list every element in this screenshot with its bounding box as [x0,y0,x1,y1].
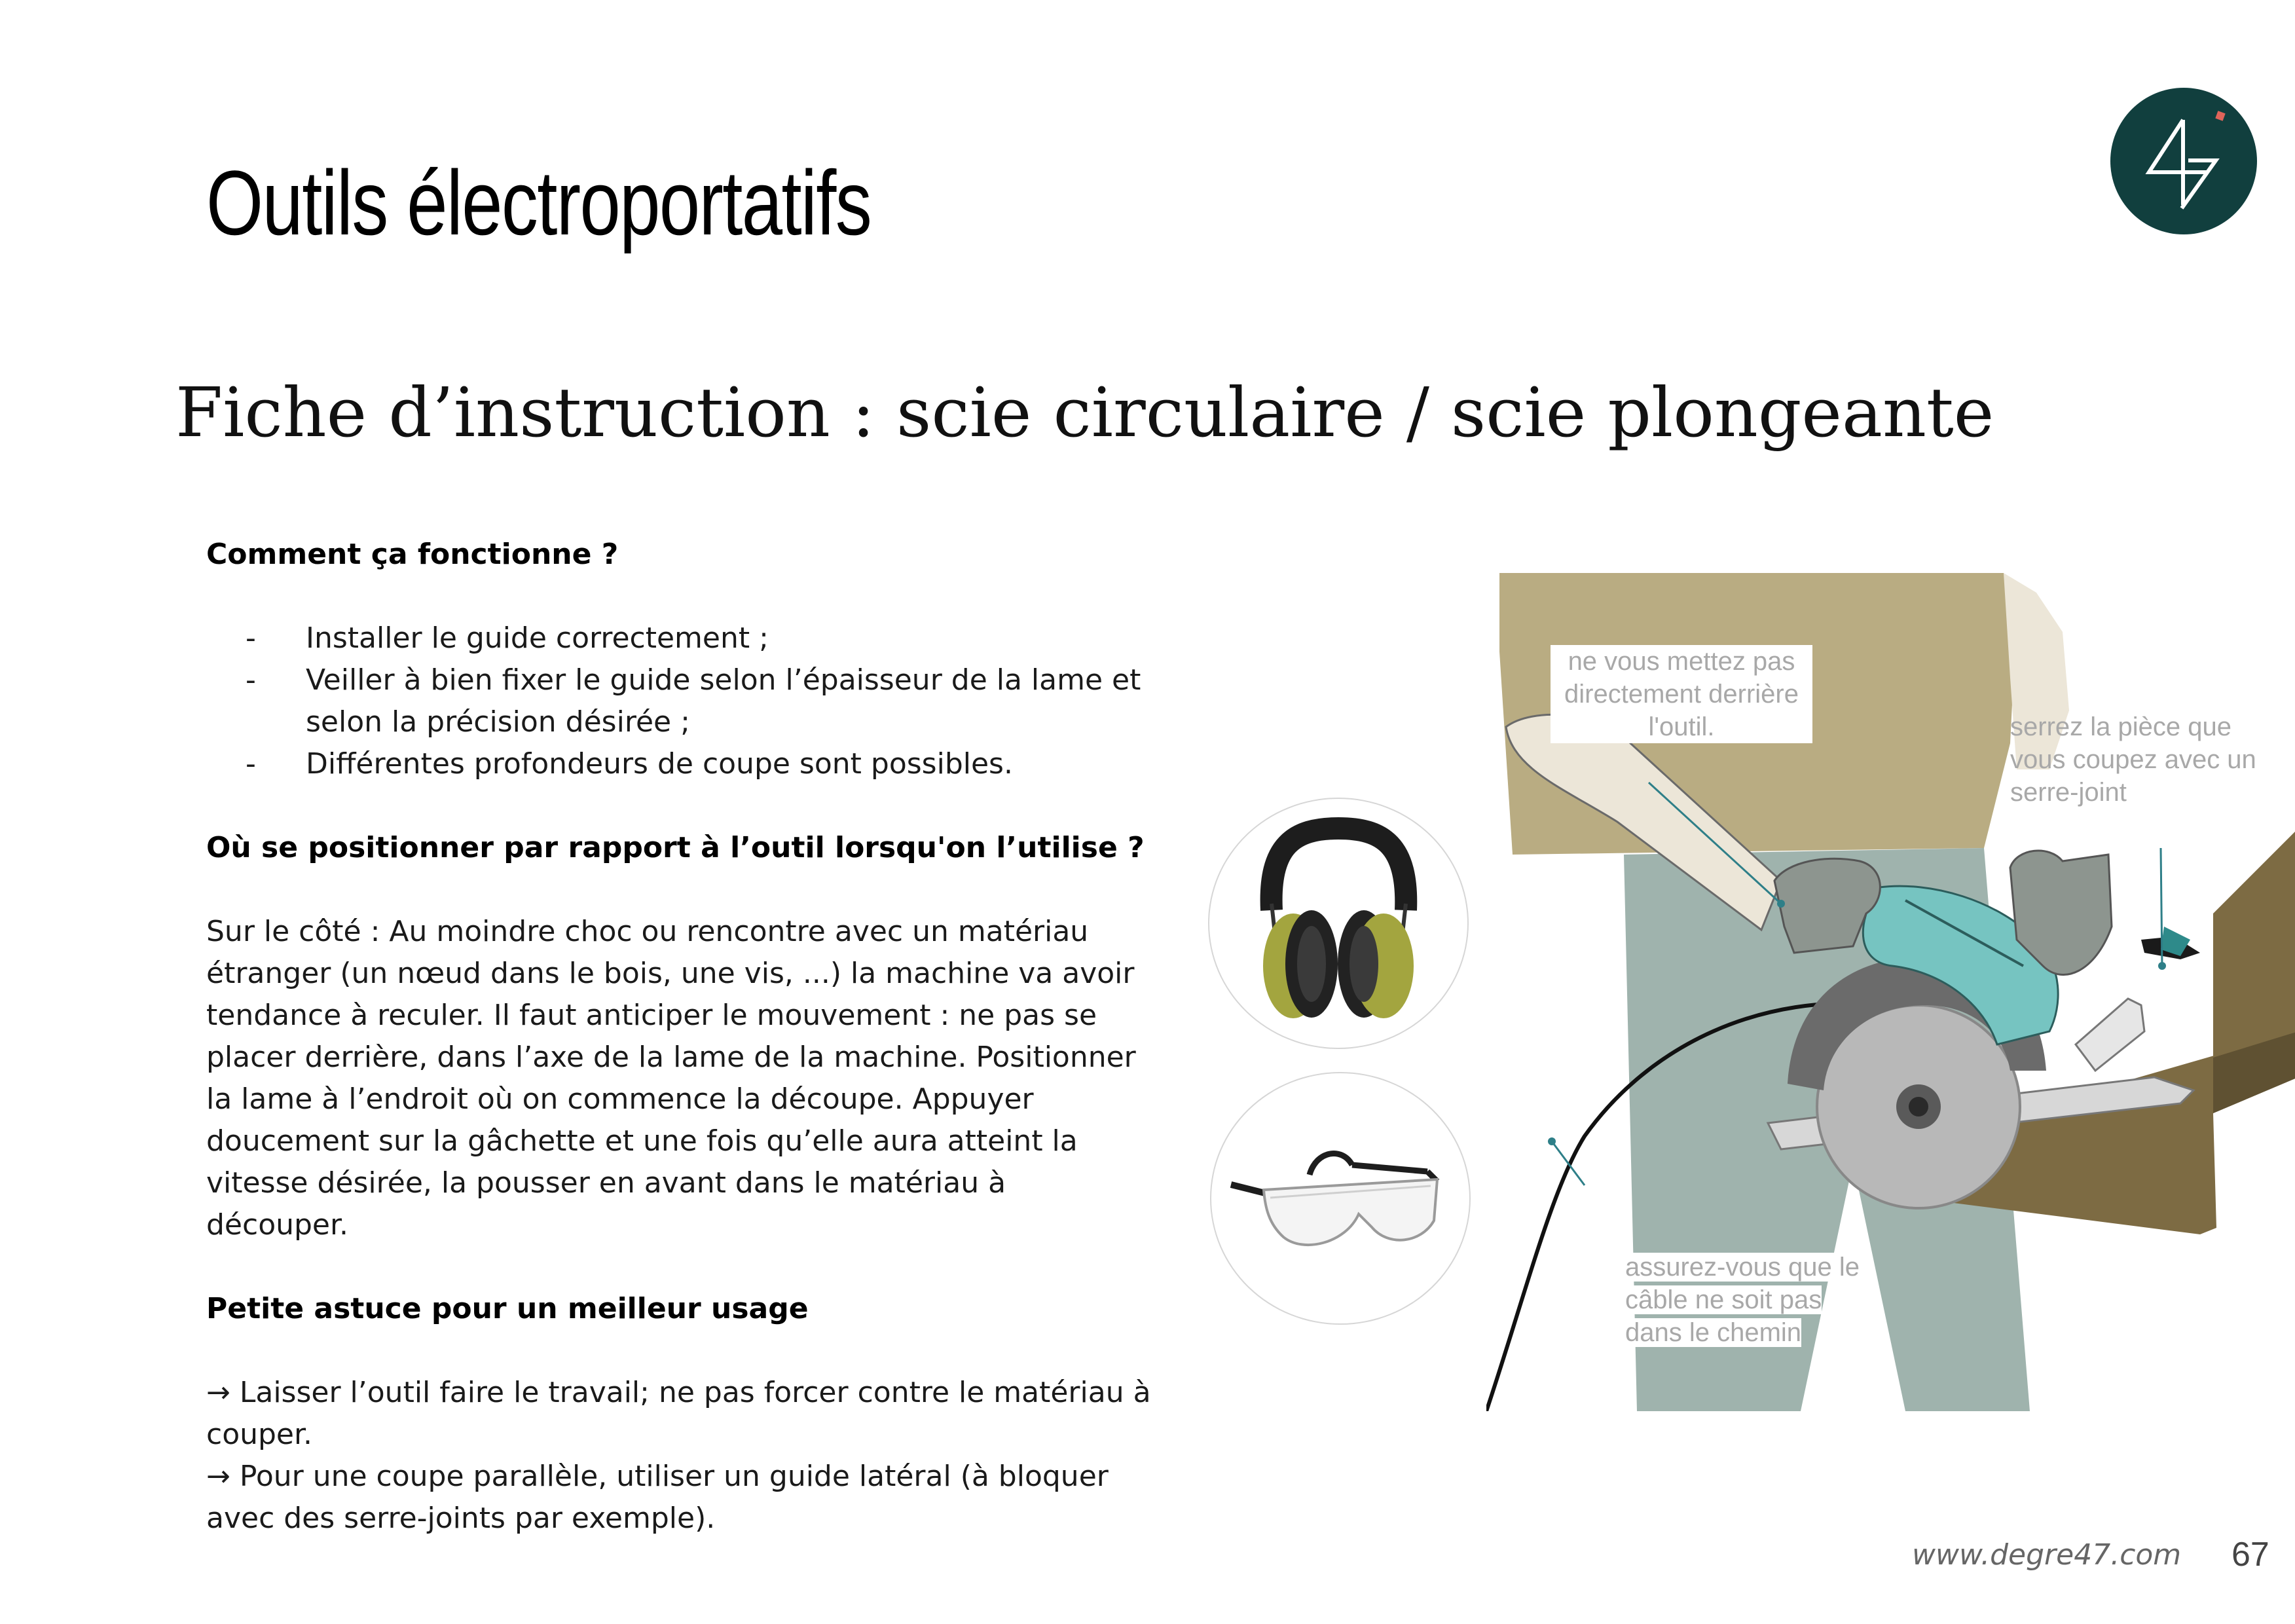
how-it-works-list [206,618,1156,785]
section-heading-how-it-works: Comment ça fonctionne ? [206,538,619,571]
callout-position: ne vous mettez pas directement derrière l'outil. [1551,645,1812,743]
positioning-paragraph: Sur le côté : Au moindre choc ou rencontre avec un matériau étranger (un nœud dans le bois, une vis, ...) la machine va avoir tendance à reculer. Il faut anticiper le mouvement : ne pas se placer derrière, dans l’axe de la lame de la machine. Positionner la lame à l’endroit où on commence la découpe. Appuyer doucement sur la gâchette et une fois qu’elle aura atteint la vitesse désirée, la pousser en avant dans le matériau à découper. [206,915,1136,1242]
ear-muffs-icon [1209,799,1467,1048]
instruction-text [206,534,1156,1540]
safety-glasses-illustration [1210,1072,1471,1325]
section-heading-tips: Petite astuce pour un meilleur usage [206,1292,809,1325]
logo-mark-icon [2110,87,2258,235]
ear-protection-illustration [1208,798,1469,1049]
footer-url: www.degre47.com [1912,1538,2182,1572]
tip-item: → Pour une coupe parallèle, utiliser un guide latéral (à bloquer avec des serre-joints par exemple). [206,1460,1109,1535]
degre47-logo [2110,87,2258,235]
safety-glasses-icon [1211,1073,1469,1323]
callout-clamp: serrez la pièce que vous coupez avec un serre-joint [2010,712,2256,807]
page-subtitle: Fiche d’instruction : scie circulaire / scie plongeante [175,373,1994,452]
callout-cable: assurez-vous que le câble ne soit pas dans le chemin [1625,1253,1860,1347]
list-item: - Installer le guide correctement ; [246,621,769,655]
page-number: 67 [2231,1536,2269,1574]
page-title: Outils électroportatifs [206,151,872,254]
list-item: - Différentes profondeurs de coupe sont possibles. [246,747,1013,781]
list-item: - Veiller à bien fixer le guide selon l’épaisseur de la lame et selon la précision désirée ; [246,663,1141,739]
section-heading-positioning: Où se positionner par rapport à l’outil lorsqu'on l’utilise ? [206,831,1145,864]
tip-item: → Laisser l’outil faire le travail; ne pas forcer contre le matériau à couper. [206,1376,1151,1451]
